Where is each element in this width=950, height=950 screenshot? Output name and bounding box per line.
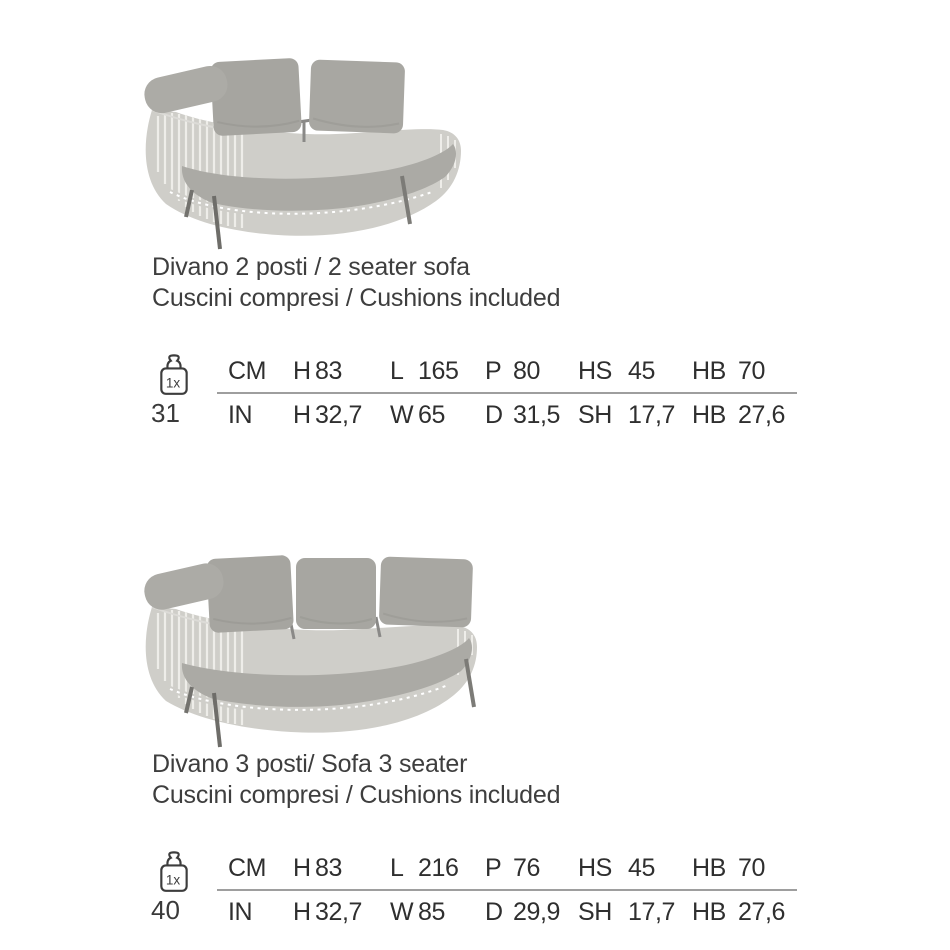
dim-value: 32,7 bbox=[315, 898, 363, 926]
dim-label: H bbox=[293, 357, 311, 385]
product-2-title-block bbox=[152, 749, 560, 810]
dim-value: 83 bbox=[315, 357, 343, 385]
package-weight-icon bbox=[155, 354, 193, 400]
dim-label: HB bbox=[692, 854, 726, 882]
dim-value: 27,6 bbox=[738, 898, 786, 926]
package-weight-value: 31 bbox=[151, 398, 180, 428]
dim-label: H bbox=[293, 854, 311, 882]
dim-value: 70 bbox=[738, 854, 766, 882]
dim-label: HB bbox=[692, 401, 726, 429]
spec-row-cm bbox=[228, 854, 800, 882]
dim-value: 31,5 bbox=[513, 401, 561, 429]
dim-value: 85 bbox=[418, 898, 446, 926]
dim-label: P bbox=[485, 854, 502, 882]
dim-label: HB bbox=[692, 898, 726, 926]
unit-label: IN bbox=[228, 898, 253, 926]
back-cushion-right bbox=[309, 59, 405, 133]
dim-value: 29,9 bbox=[513, 898, 561, 926]
dim-value: 65 bbox=[418, 401, 446, 429]
unit-label: IN bbox=[228, 401, 253, 429]
product-title: Divano 2 posti / 2 seater sofa bbox=[152, 253, 470, 281]
dim-label: H bbox=[293, 401, 311, 429]
dim-label: SH bbox=[578, 401, 612, 429]
package-weight-icon bbox=[155, 851, 193, 897]
product-1-title-block bbox=[152, 252, 560, 313]
back-cushion-left bbox=[206, 555, 294, 633]
dim-value: 165 bbox=[418, 357, 459, 385]
dim-value: 32,7 bbox=[315, 401, 363, 429]
dim-label: HS bbox=[578, 357, 612, 385]
dim-label: H bbox=[293, 898, 311, 926]
table-divider bbox=[217, 889, 797, 891]
package-weight-value: 40 bbox=[151, 895, 180, 925]
unit-label: CM bbox=[228, 854, 267, 882]
sofa-3-seater-image bbox=[136, 547, 488, 759]
sofa-2-seater-illustration bbox=[136, 50, 474, 262]
dim-value: 27,6 bbox=[738, 401, 786, 429]
table-divider bbox=[217, 392, 797, 394]
dim-label: L bbox=[390, 357, 404, 385]
dim-label: SH bbox=[578, 898, 612, 926]
dim-value: 45 bbox=[628, 854, 656, 882]
dim-value: 17,7 bbox=[628, 401, 676, 429]
back-cushion-middle bbox=[296, 558, 376, 629]
sofa-2-seater-image bbox=[136, 50, 474, 262]
package-count-label: 1x bbox=[165, 375, 181, 391]
product-title: Divano 3 posti/ Sofa 3 seater bbox=[152, 750, 468, 778]
spec-row-in bbox=[228, 898, 800, 926]
dim-value: 80 bbox=[513, 357, 541, 385]
dim-value: 76 bbox=[513, 854, 541, 882]
spec-row-in bbox=[228, 401, 800, 429]
dim-value: 216 bbox=[418, 854, 459, 882]
dim-label: HS bbox=[578, 854, 612, 882]
dim-value: 45 bbox=[628, 357, 656, 385]
product-subtitle: Cuscini compresi / Cushions included bbox=[152, 283, 561, 312]
dim-label: D bbox=[485, 898, 503, 926]
dim-label: D bbox=[485, 401, 503, 429]
dim-value: 83 bbox=[315, 854, 343, 882]
back-cushion-right bbox=[379, 556, 473, 627]
sofa-3-seater-illustration bbox=[136, 547, 488, 759]
dim-label: HB bbox=[692, 357, 726, 385]
dim-label: W bbox=[390, 898, 414, 926]
dim-value: 70 bbox=[738, 357, 766, 385]
package-count-label: 1x bbox=[165, 872, 181, 888]
dim-label: P bbox=[485, 357, 502, 385]
back-cushion-left bbox=[210, 58, 302, 137]
dim-value: 17,7 bbox=[628, 898, 676, 926]
unit-label: CM bbox=[228, 357, 267, 385]
spec-row-cm bbox=[228, 357, 800, 385]
dim-label: L bbox=[390, 854, 404, 882]
product-subtitle: Cuscini compresi / Cushions included bbox=[152, 780, 561, 809]
dim-label: W bbox=[390, 401, 414, 429]
